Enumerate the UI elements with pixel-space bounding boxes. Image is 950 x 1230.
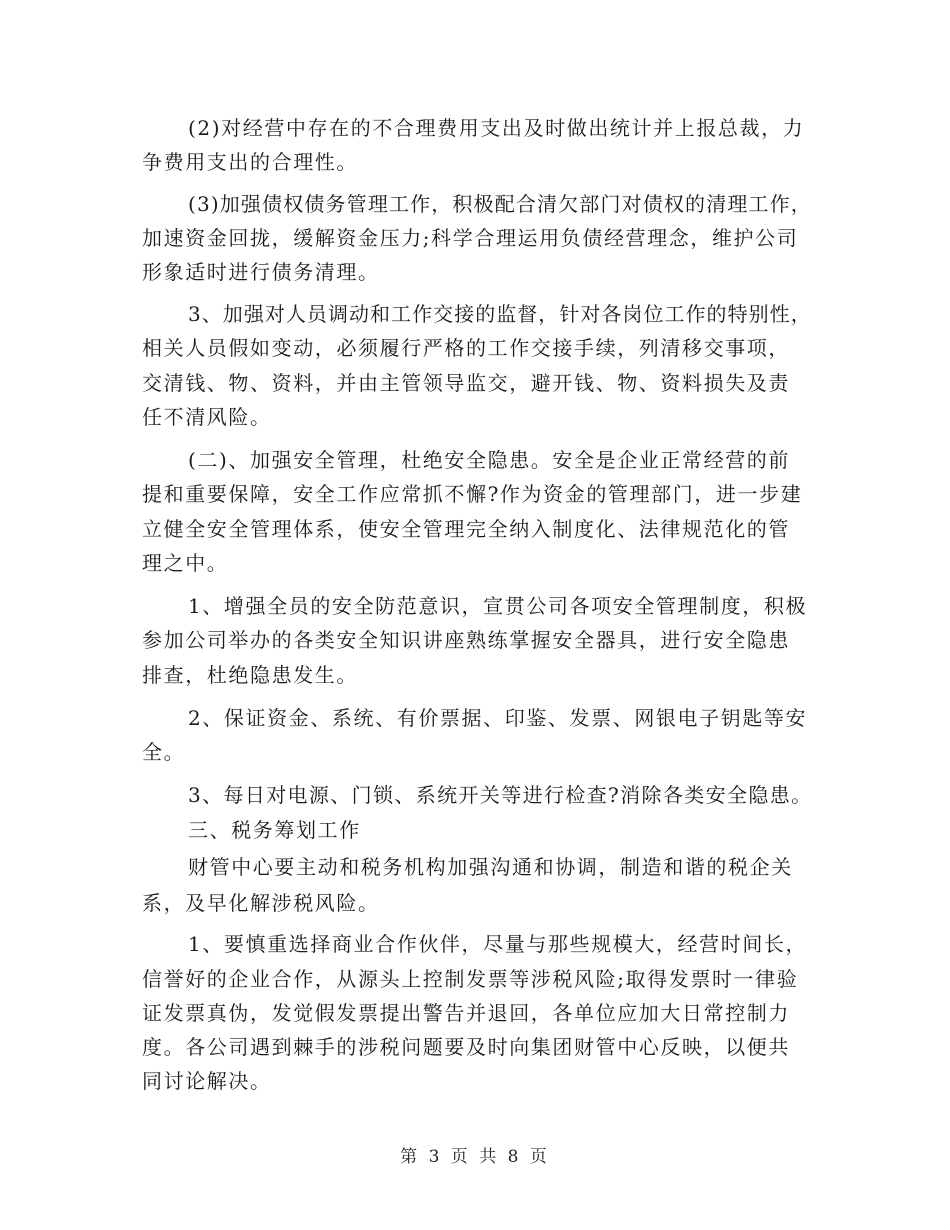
paragraph-line: 理之中。 <box>142 551 229 575</box>
paragraph-line: 任不清风险。 <box>142 405 272 429</box>
paragraph-line: 财管中心要主动和税务机构加强沟通和协调，制造和谐的税企关 <box>188 855 793 879</box>
paragraph-line: 立健全安全管理体系，使安全管理完全纳入制度化、法律规范化的管 <box>142 517 790 541</box>
paragraph-line: 1、增强全员的安全防范意识，宣贯公司各项安全管理制度，积极 <box>188 594 808 618</box>
paragraph-line: (3)加强债权债务管理工作，积极配合清欠部门对债权的清理工作， <box>188 192 812 216</box>
paragraph-line: (二)、加强安全管理，杜绝安全隐患。安全是企业正常经营的前 <box>188 448 791 472</box>
paragraph-line: 证发票真伪，发觉假发票提出警告并退回，各单位应加大日常控制力 <box>142 1001 790 1025</box>
page-number: 第 3 页 共 8 页 <box>400 1147 550 1167</box>
section-heading: 三、税务筹划工作 <box>188 818 361 842</box>
paragraph-line: 相关人员假如变动，必须履行严格的工作交接手续，列清移交事项， <box>142 336 790 360</box>
paragraph-line: 3、每日对电源、门锁、系统开关等进行检查?消除各类安全隐患。 <box>188 783 813 807</box>
paragraph-line: 2、保证资金、系统、有价票据、印鉴、发票、网银电子钥匙等安 <box>188 706 808 730</box>
paragraph-line: 争费用支出的合理性。 <box>142 150 358 174</box>
paragraph-line: 3、加强对人员调动和工作交接的监督，针对各岗位工作的特别性， <box>188 302 812 326</box>
paragraph-line: 交清钱、物、资料，并由主管领导监交，避开钱、物、资料损失及责 <box>142 371 790 395</box>
paragraph-line: 1、要慎重选择商业合作伙伴，尽量与那些规模大，经营时间长， <box>188 932 808 956</box>
paragraph-line: 度。各公司遇到棘手的涉税问题要及时向集团财管中心反映，以便共 <box>142 1035 790 1059</box>
paragraph-line: 形象适时进行债务清理。 <box>142 260 380 284</box>
paragraph-line: 加速资金回拢，缓解资金压力;科学合理运用负债经营理念，维护公司 <box>142 226 799 250</box>
paragraph-line: 提和重要保障，安全工作应常抓不懈?作为资金的管理部门，进一步建 <box>142 482 803 506</box>
paragraph-line: 同讨论解决。 <box>142 1069 272 1093</box>
paragraph-line: (2)对经营中存在的不合理费用支出及时做出统计并上报总裁，力 <box>188 116 805 140</box>
paragraph-line: 系，及早化解涉税风险。 <box>142 891 380 915</box>
paragraph-line: 全。 <box>142 740 186 764</box>
paragraph-line: 信誉好的企业合作，从源头上控制发票等涉税风险;取得发票时一律验 <box>142 967 799 991</box>
paragraph-line: 排查，杜绝隐患发生。 <box>142 663 358 687</box>
paragraph-line: 参加公司举办的各类安全知识讲座熟练掌握安全器具，进行安全隐患 <box>142 628 790 652</box>
